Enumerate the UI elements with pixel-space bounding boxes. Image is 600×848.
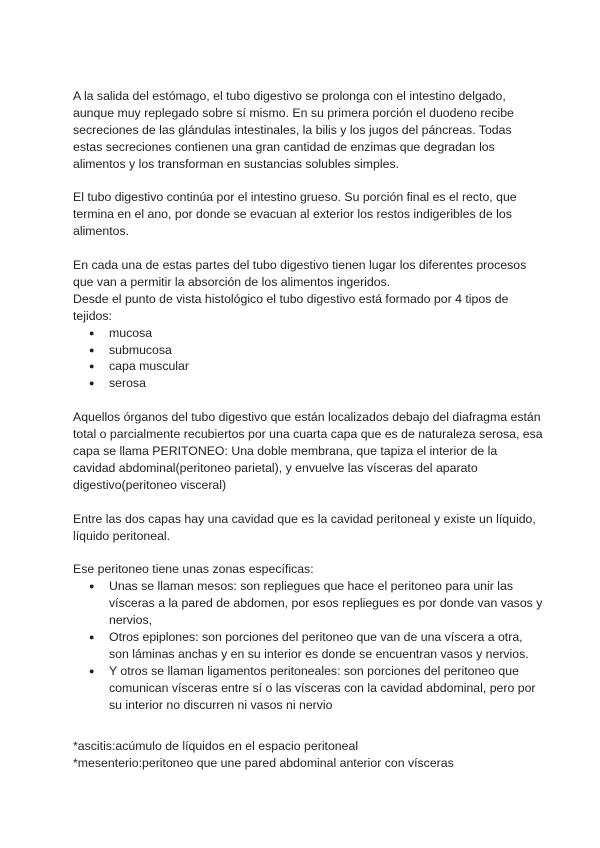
paragraph-small-intestine: A la salida del estómago, el tubo digestivo se prolonga con el intestino delgado, aunque muy replegado sobre sí mismo. En su primera porción el duodeno recibe secreciones de las glándulas intestinales, la bilis y los jugos del páncreas. Todas estas secreciones contienen una gran cantidad de enzimas que degradan los alimentos y los transforman en sustancias solubles simples. (73, 89, 514, 171)
paragraph-histology: Desde el punto de vista histológico el tubo digestivo está formado por 4 tipos de tejidos: (73, 291, 509, 323)
paragraph-peritoneum: Aquellos órganos del tubo digestivo que están localizados debajo del diafragma están total o parcialmente recubiertos por una cuarta capa que es de naturaleza serosa, esa capa se llama PERITONEO: Una doble membrana, que tapiza el interior de la cavidad abdominal(peritoneo parietal), y envuelve las vísceras del aparato digestivo(peritoneo visceral) (73, 410, 543, 492)
spacer (73, 544, 543, 561)
list-item: ● serosa (73, 375, 543, 392)
paragraph-absorption: En cada una de estas partes del tubo digestivo tienen lugar los diferentes procesos que van a permitir la absorción de los alimentos ingeridos. (73, 258, 527, 289)
list-item: ● Unas se llaman mesos: son repliegues que hace el peritoneo para unir las vísceras a la pared de abdomen, por esos repliegues es por donde van vasos y nervios, (73, 578, 543, 629)
document-body (73, 88, 543, 713)
paragraph-large-intestine: El tubo digestivo continúa por el intestino grueso. Su porción final es el recto, que termina en el ano, por donde se evacuan al exterior los restos indigeribles de los alimentos. (73, 190, 517, 239)
list-item: ● Otros epiplones: son porciones del peritoneo que van de una víscera a otra, son láminas anchas y en su interior es donde se encuentran vasos y nervios. (73, 629, 543, 663)
list-item: ● submucosa (73, 342, 543, 359)
paragraph-zones-intro: Ese peritoneo tiene unas zonas específicas: (73, 562, 314, 577)
list-item: ● Y otros se llaman ligamentos peritoneales: son porciones del peritoneo que comunican vísceras entre sí o las vísceras con la cavidad abdominal, pero por su interior no discurren ni vasos ni nervio (73, 663, 543, 714)
spacer (73, 392, 543, 409)
spacer (73, 173, 543, 190)
spacer (73, 240, 543, 257)
spacer (73, 494, 543, 511)
list-item: ● mucosa (73, 325, 543, 342)
footnotes (73, 738, 543, 772)
footnote-mesenterio: *mesenterio:peritoneo que une pared abdominal anterior con vísceras (73, 755, 454, 770)
paragraph-peritoneal-cavity: Entre las dos capas hay una cavidad que es la cavidad peritoneal y existe un líquido, líquido peritoneal. (73, 511, 536, 543)
list-item: ● capa muscular (73, 358, 543, 375)
footnote-ascitis: *ascitis:acúmulo de líquidos en el espacio peritoneal (73, 739, 359, 753)
tissue-list (73, 325, 543, 393)
zones-list (73, 578, 543, 713)
